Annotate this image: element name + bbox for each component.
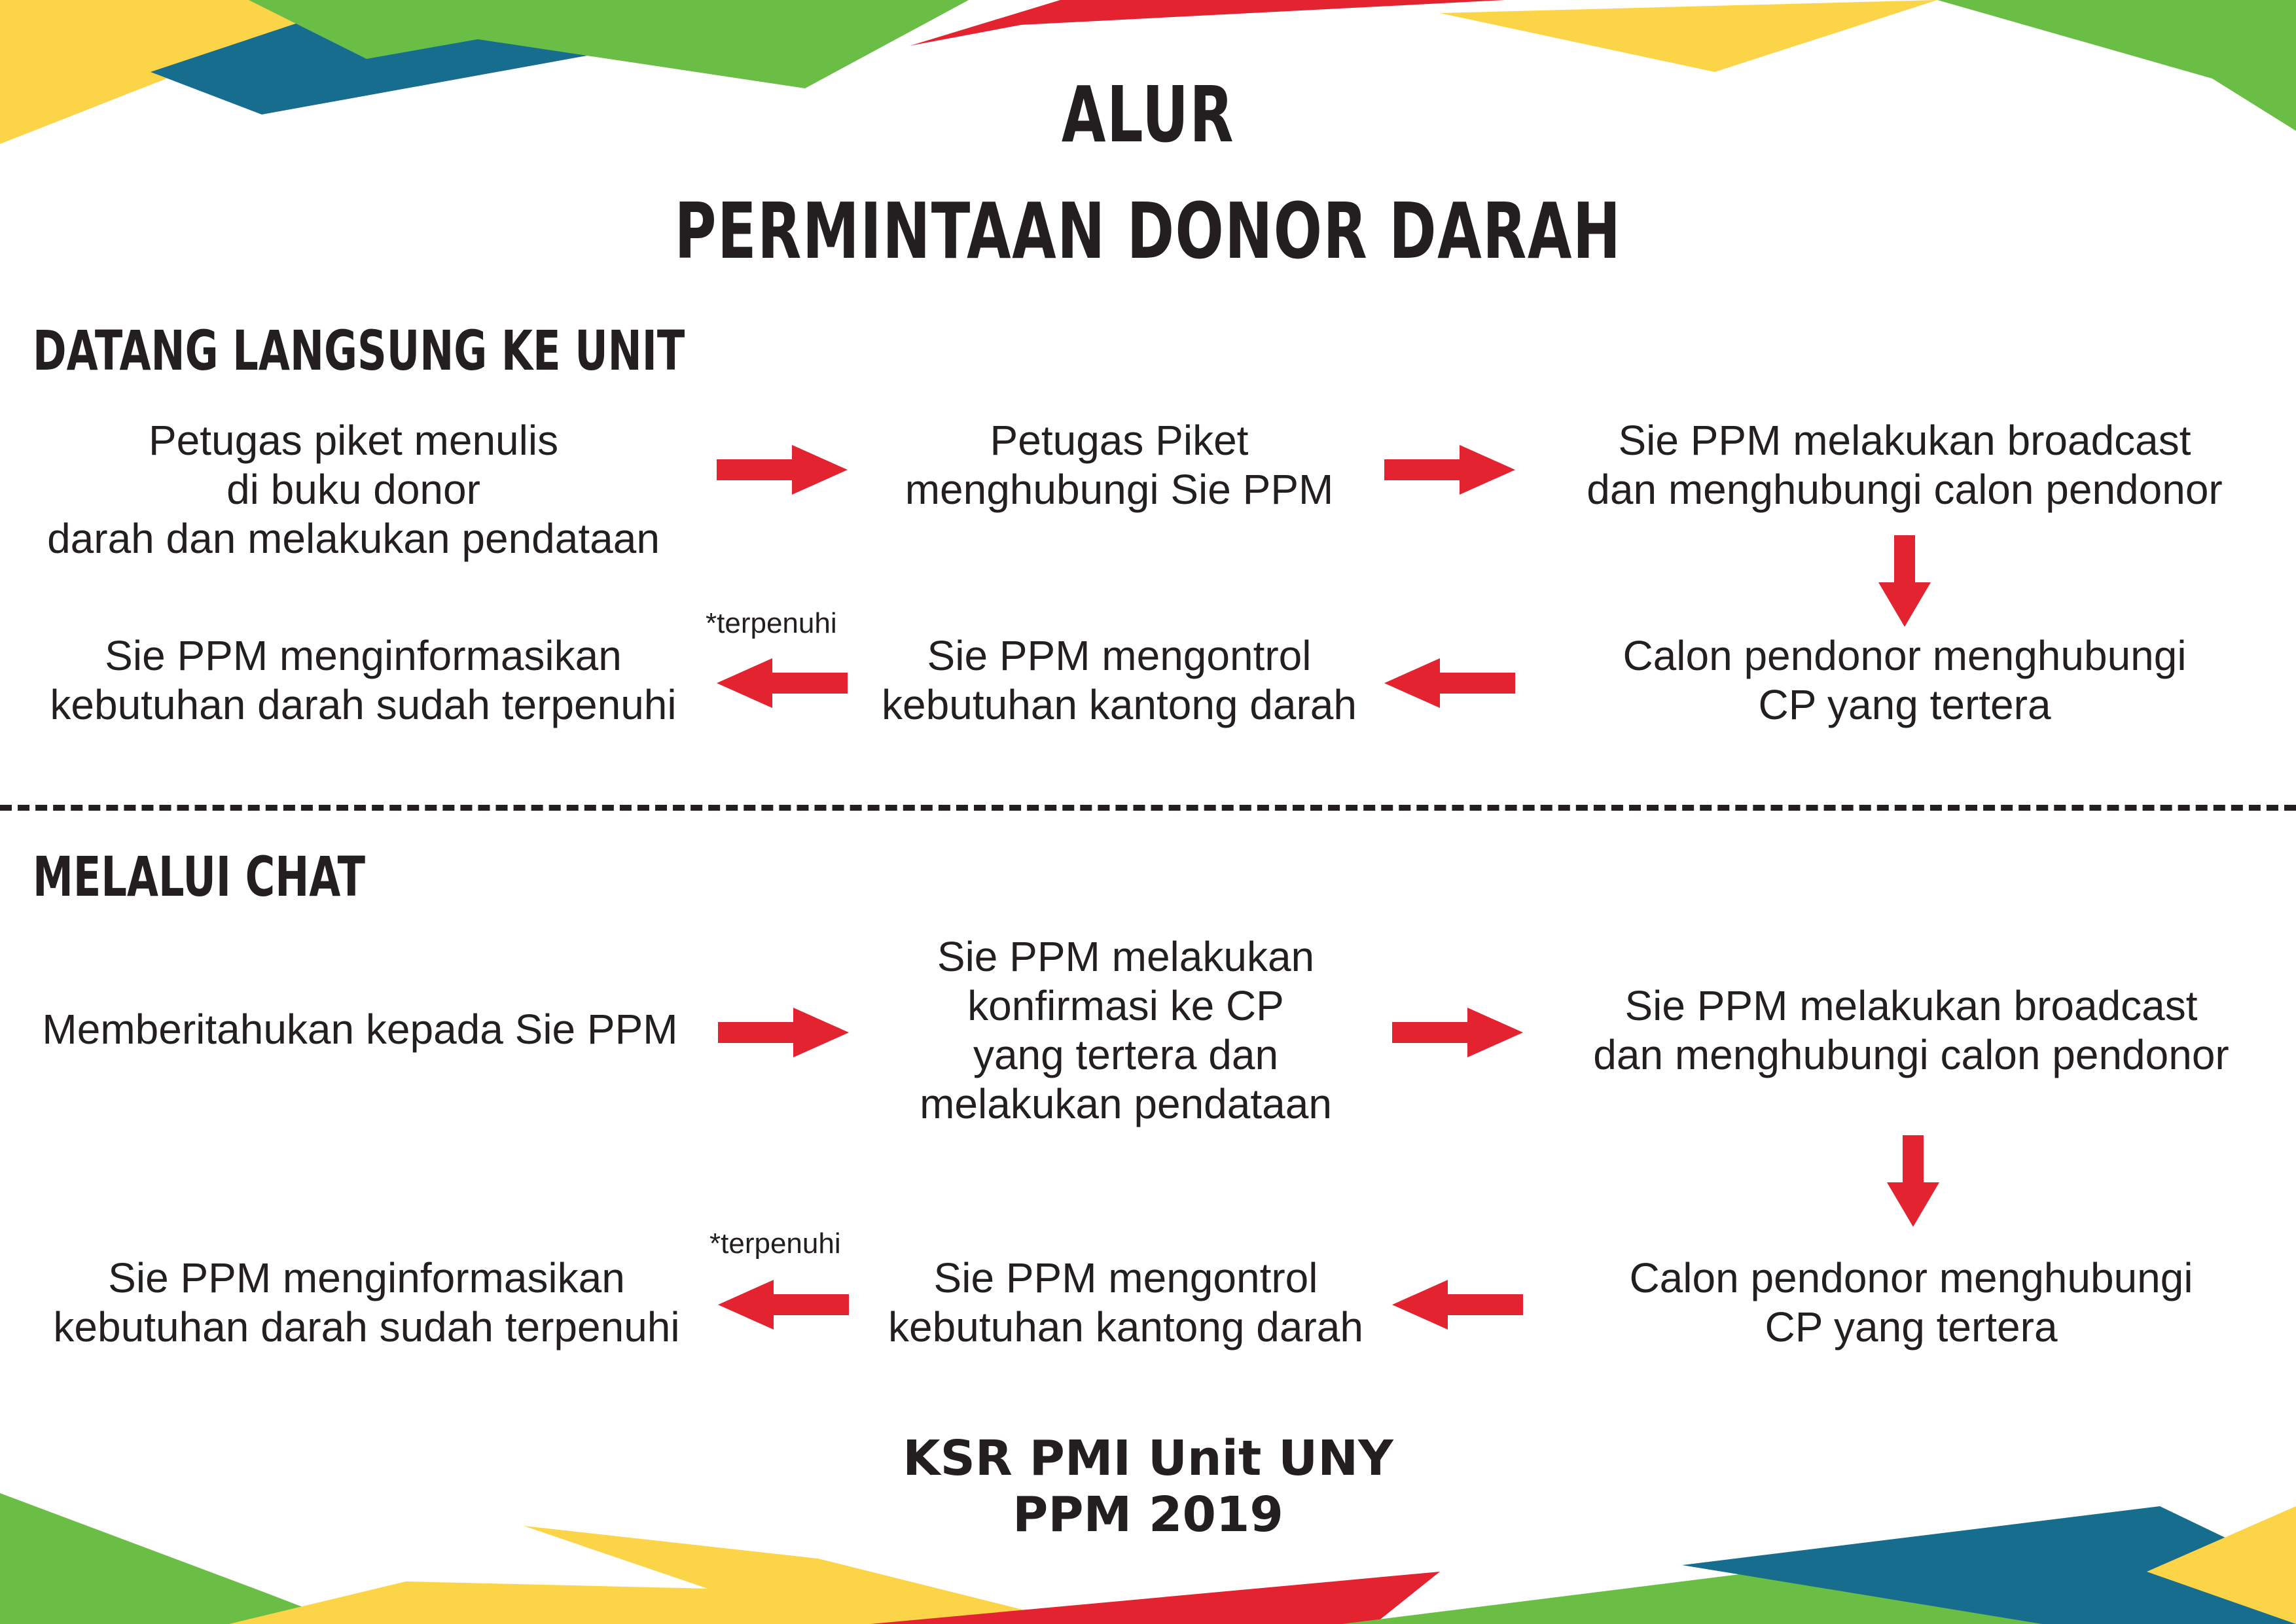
s1-step-2: Petugas Piket menghubungi Sie PPM: [905, 417, 1334, 513]
footer-year: PPM 2019: [1013, 1487, 1283, 1543]
page-title-line-1: ALUR: [1061, 69, 1235, 160]
s1-step-3: Sie PPM melakukan broadcast dan menghubungi calon pendonor: [1587, 417, 2223, 513]
s1-fulfilled-note: *terpenuhi: [706, 607, 837, 639]
section-divider: [0, 805, 2296, 811]
s2-step-6: Sie PPM menginformasikan kebutuhan darah sudah terpenuhi: [53, 1254, 680, 1350]
s1-step-1: Petugas piket menulis di buku donor darah dan melakukan pendataan: [47, 417, 660, 562]
top-red-center-shape: [910, 0, 1505, 46]
s1-arrow-left-1-icon: [1384, 658, 1515, 708]
s1-step-4: Calon pendonor menghubungi CP yang tertera: [1623, 632, 2187, 728]
s1-step-6: Sie PPM menginformasikan kebutuhan darah sudah terpenuhi: [50, 632, 677, 728]
s1-step-5: Sie PPM mengontrol kebutuhan kantong darah: [882, 632, 1357, 728]
s2-step-2: Sie PPM melakukan konfirmasi ke CP yang tertera dan melakukan pendataan: [920, 933, 1332, 1127]
s1-arrow-right-2-icon: [1384, 445, 1515, 495]
s2-arrow-left-1-icon: [1392, 1280, 1523, 1330]
s2-step-4: Calon pendonor menghubungi CP yang tertera: [1629, 1254, 2193, 1350]
s1-arrow-right-1-icon: [717, 445, 848, 495]
s2-fulfilled-note: *terpenuhi: [709, 1227, 841, 1260]
s2-arrow-left-2-icon: [718, 1280, 849, 1330]
s2-step-5: Sie PPM mengontrol kebutuhan kantong darah: [888, 1254, 1363, 1350]
s2-arrow-down-icon: [1887, 1135, 1939, 1227]
s1-arrow-down-icon: [1878, 535, 1931, 627]
s2-step-3: Sie PPM melakukan broadcast dan menghubungi calon pendonor: [1593, 982, 2229, 1078]
s1-arrow-left-2-icon: [717, 658, 848, 708]
s2-step-1: Memberitahukan kepada Sie PPM: [42, 1006, 678, 1053]
page-title-line-2: PERMINTAAN DONOR DARAH: [674, 186, 1622, 276]
s2-arrow-right-2-icon: [1392, 1008, 1523, 1057]
footer-organization: KSR PMI Unit UNY: [903, 1430, 1393, 1487]
top-yellow-right-shape: [1440, 0, 1937, 72]
section-heading-chat: MELALUI CHAT: [33, 845, 365, 909]
s2-arrow-right-1-icon: [718, 1008, 849, 1057]
section-heading-visit-unit: DATANG LANGSUNG KE UNIT: [33, 319, 685, 383]
